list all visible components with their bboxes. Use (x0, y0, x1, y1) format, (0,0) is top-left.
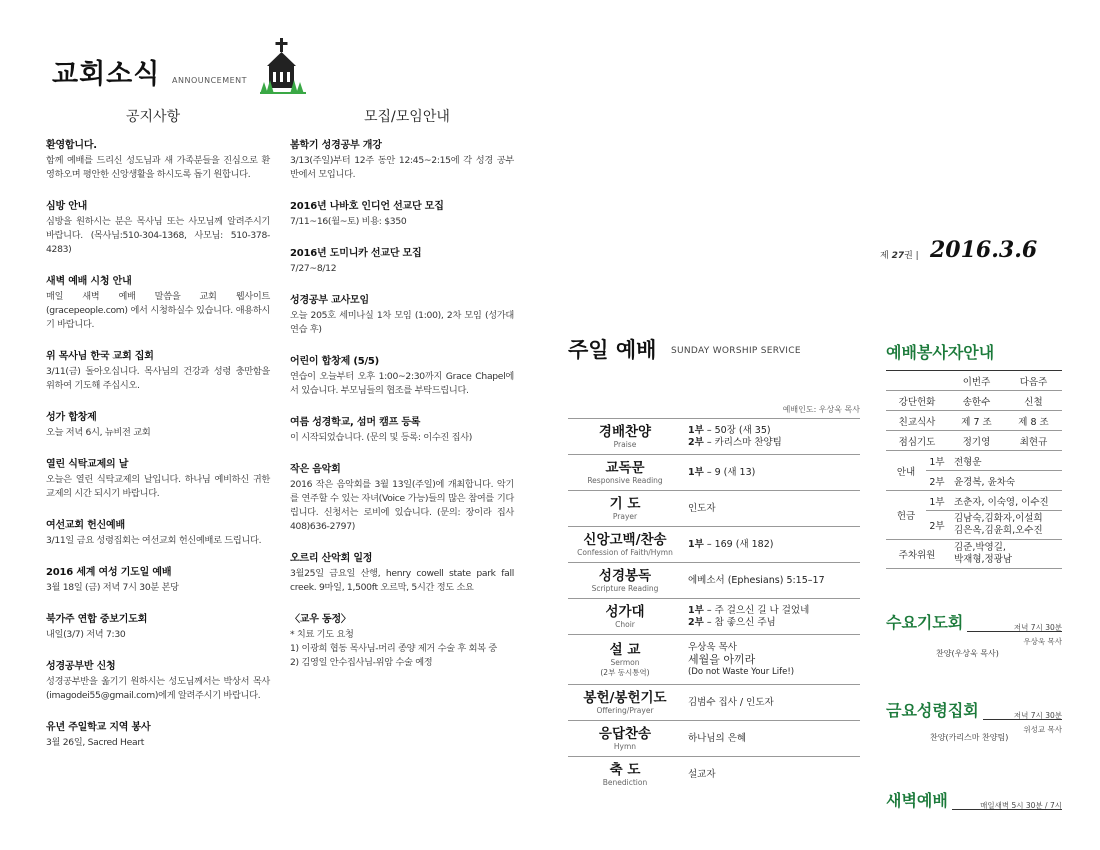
notice-item: 환영합니다. 함께 예배를 드리신 성도님과 새 가족분들을 진심으로 환영하오며 평안한 신앙생활을 하시도록 돕기 원합니다. (46, 140, 270, 180)
recruit-item: 〈교우 동정〉 * 치료 기도 요청 1) 이광희 협동 목사님-머리 종양 제거 수술 후 회복 중 2) 김영일 안수집사님-위암 수술 예정 (290, 614, 497, 668)
servants-row: 2부 윤경복, 윤차숙 (886, 471, 1062, 491)
notice-item: 유년 주일학교 지역 봉사 3월 26일, Sacred Heart (46, 722, 151, 748)
notice-item: 북가주 연합 중보기도회 내일(3/7) 저녁 7:30 (46, 614, 148, 640)
wednesday-title: 수요기도회 (886, 610, 967, 633)
worship-row: 교독문 Responsive Reading 1부 – 9 (새 13) (568, 454, 860, 490)
notice-item: 2016 세계 여성 기도일 예배 3월 18일 (금) 저녁 7시 30분 본당 (46, 567, 179, 593)
wednesday-prayer (886, 608, 1062, 632)
servants-table (886, 370, 1062, 569)
servants-row: 강단헌화 송한수 신철 (886, 391, 1062, 411)
wednesday-details: 우상욱 목사 찬양(우상욱 목사) (936, 637, 1062, 658)
servants-title: 예배봉사자안내 (886, 343, 995, 362)
worship-row: 경배찬양 Praise 1부 – 50장 (새 35) 2부 – 카리스마 찬양팀 (568, 418, 860, 454)
servants-row: 점심기도 정기영 최현규 (886, 431, 1062, 451)
recruit-item: 2016년 도미니카 선교단 모집 7/27~8/12 (290, 248, 422, 274)
wednesday-time: 저녁 7시 30분 (1013, 623, 1062, 632)
notice-item: 성경공부반 신청 성경공부반을 옮기기 원하시는 성도님께서는 박상서 목사(imagodei55@gmail.com)에게 알려주시기 바랍니다. (46, 661, 270, 701)
worship-row: 신앙고백/찬송 Confession of Faith/Hymn 1부 – 169 (새 182) (568, 526, 860, 562)
sunday-subtitle: SUNDAY WORSHIP SERVICE (671, 346, 801, 356)
dawn-service (886, 786, 1062, 810)
worship-row: 성경봉독 Scripture Reading 에베소서 (Ephesians) 5:15–17 (568, 562, 860, 598)
page-subtitle: ANNOUNCEMENT (172, 76, 248, 85)
sunday-title: 주일 예배 (568, 338, 657, 362)
dawn-time: 매일새벽 5시 30분 / 7시 (980, 801, 1062, 810)
worship-row: 봉헌/봉헌기도 Offering/Prayer 김범수 집사 / 인도자 (568, 684, 860, 720)
recruit-item: 어린이 합창제 (5/5) 연습이 오늘부터 오후 1:00~2:30까지 Grace Chapel에서 있습니다. 부모님들의 협조를 부탁드립니다. (290, 356, 514, 396)
issue-info (880, 236, 1060, 266)
servants-row: 주차위원 김준,박영길, 박재형,정광남 (886, 540, 1062, 569)
issue-date: 2016.3.6 (930, 237, 1038, 263)
friday-time: 저녁 7시 30분 (1013, 711, 1062, 720)
worship-row: 기 도 Prayer 인도자 (568, 490, 860, 526)
recruit-item: 여름 성경학교, 섬머 캠프 등록 이 시작되었습니다. (문의 및 등록: 이수진 집사) (290, 417, 473, 443)
recruit-item: 성경공부 교사모임 오늘 205호 세미나실 1차 모임 (1:00), 2차 모임 (성가대연습 후) (290, 295, 514, 335)
issue-volume: 제 27권 | (880, 251, 919, 261)
notice-item: 열린 식탁교제의 날 오늘은 열린 식탁교제의 날입니다. 하나님 예비하신 귀한 교제의 시간 되시기 바랍니다. (46, 459, 270, 499)
recruit-item: 오르리 산악회 일정 3월25일 금요일 산행, henry cowell state park fall creek. 9마일, 1,500ft 오르막, 5시간 정도 소요 (290, 553, 514, 593)
friday-title: 금요성령집회 (886, 698, 983, 721)
church-icon (260, 38, 306, 94)
worship-row: 설 교 Sermon (2부 동시통역) 우상욱 목사 세월을 아끼라 (Do not Waste Your Life!) (568, 634, 860, 684)
worship-row: 성가대 Choir 1부 – 주 걸으신 길 나 걸었네 2부 – 참 좋으신 주님 (568, 598, 860, 634)
recruit-item: 봄학기 성경공부 개강 3/13(주일)부터 12주 동안 12:45~2:15에 각 성경 공부반에서 모입니다. (290, 140, 514, 180)
notice-item: 여선교회 헌신예배 3/11일 금요 성령집회는 여선교회 헌신예배로 드립니다. (46, 520, 262, 546)
servants-row: 헌금 1부 조춘자, 이숙영, 이수진 (886, 491, 1062, 511)
worship-order-table (568, 418, 860, 792)
notice-item: 새벽 예배 시청 안내 매일 새벽 예배 말씀을 교회 웹사이트 (gracepeople.com) 에서 시청하실수 있습니다. 애용하시기 바랍니다. (46, 276, 270, 330)
worship-row: 응답찬송 Hymn 하나님의 은혜 (568, 720, 860, 756)
friday-meeting (886, 696, 1062, 720)
recruit-item: 2016년 나바호 인디언 선교단 모집 7/11~16(월~토) 비용: $350 (290, 201, 444, 227)
worship-row: 축 도 Benediction 설교자 (568, 756, 860, 792)
notice-heading: 공지사항 (126, 109, 181, 125)
recruit-column (290, 136, 514, 685)
worship-leader: 예배인도: 우상욱 목사 (782, 405, 860, 414)
recruit-item: 작은 음악회 2016 작은 음악회를 3월 13일(주일)에 개최합니다. 악기를 연주할 수 있는 자녀(Voice 가능)들의 많은 참여를 기다립니다. 신청서는 로비에 있습니다. (문의: 장이라 집사 408)636-2797) (290, 464, 514, 532)
notice-item: 심방 안내 심방을 원하시는 분은 목사님 또는 사모님께 알려주시기 바랍니다. (목사님:510-304-1368, 사모님: 510-378-4283) (46, 201, 270, 255)
friday-details: 위성교 목사 찬양(카리스마 찬양팀) (930, 725, 1062, 742)
recruit-heading: 모집/모임안내 (364, 109, 450, 125)
bulletin-header (52, 38, 312, 94)
servants-row: 안내 1부 전형운 (886, 451, 1062, 471)
notice-item: 성가 합창제 오늘 저녁 6시, 뉴비전 교회 (46, 412, 151, 438)
servants-header-row: 이번주 다음주 (886, 371, 1062, 391)
servants-row: 친교식사 제 7 조 제 8 조 (886, 411, 1062, 431)
notice-item: 위 목사님 한국 교회 집회 3/11(금) 돌아오십니다. 목사님의 건강과 성령 충만함을 위하여 기도해 주십시오. (46, 351, 270, 391)
page-title: 교회소식 (52, 59, 161, 90)
notice-column (46, 136, 270, 765)
dawn-title: 새벽예배 (886, 788, 952, 811)
servants-row: 2부 김남숙,김화자,이설희 김은옥,김윤희,오수진 (886, 511, 1062, 540)
